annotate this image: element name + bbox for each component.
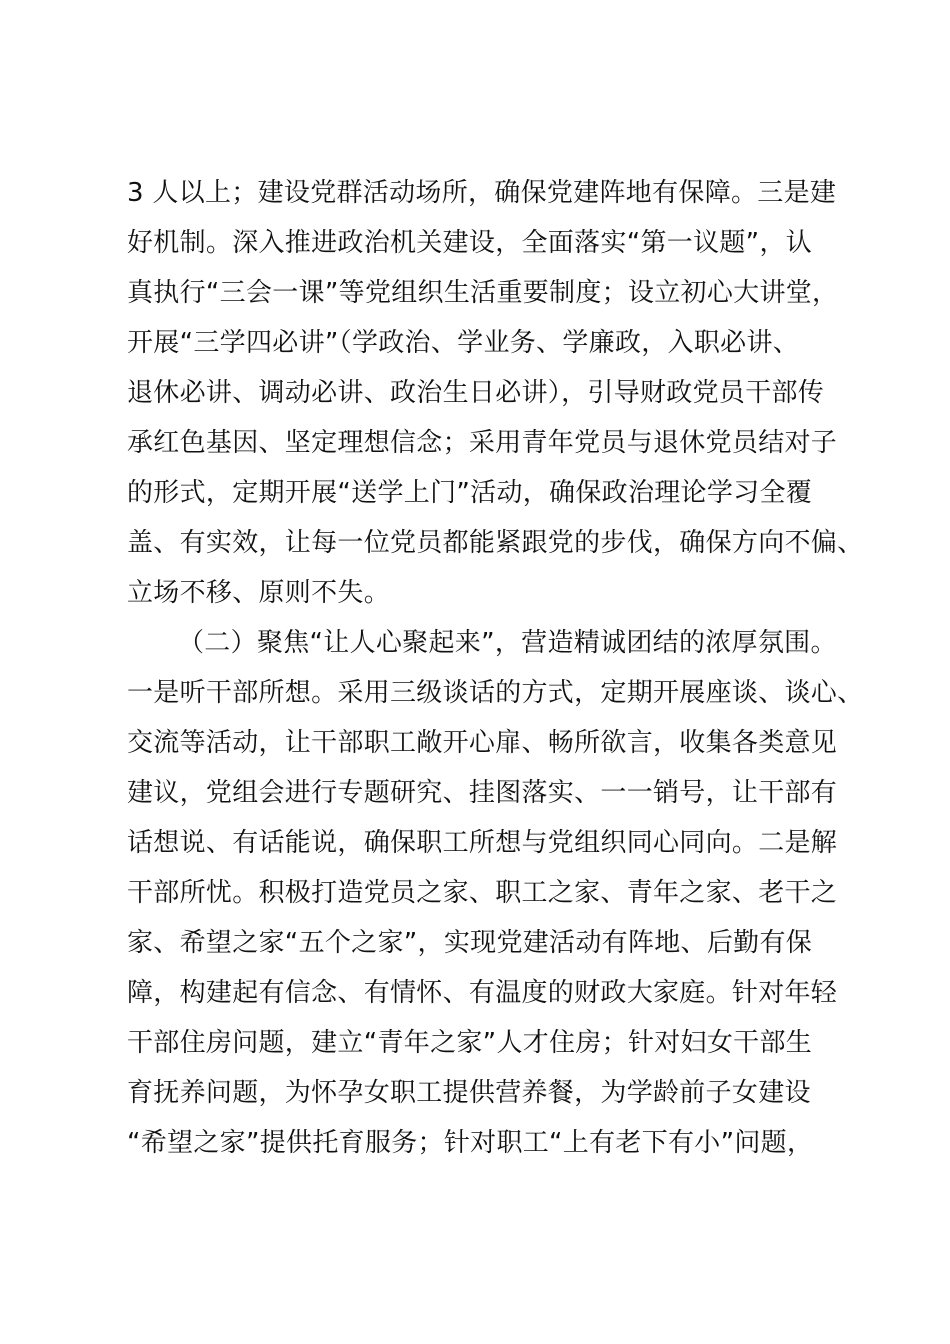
text-line: 承红色基因、坚定理想信念；采用青年党员与退休党员结对子 <box>127 428 838 458</box>
text-line: “希望之家”提供托育服务；针对职工“上有老下有小”问题， <box>127 1128 814 1158</box>
text-line: 立场不移、原则不失。 <box>127 578 391 608</box>
text-line: 家、希望之家“五个之家”，实现党建活动有阵地、后勤有保 <box>127 928 813 958</box>
text-line: 交流等活动，让干部职工敞开心扉、畅所欲言，收集各类意见 <box>127 728 838 758</box>
text-line: 盖、有实效，让每一位党员都能紧跟党的步伐，确保方向不偏、 <box>127 528 864 558</box>
text-line: 开展“三学四必讲”（学政治、学业务、学廉政，入职必讲、 <box>127 328 800 358</box>
text-line: 话想说、有话能说，确保职工所想与党组织同心同向。二是解 <box>127 828 838 858</box>
text-line: 育抚养问题，为怀孕女职工提供营养餐，为学龄前子女建设 <box>127 1078 811 1108</box>
text-line: 干部所忧。积极打造党员之家、职工之家、青年之家、老干之 <box>127 878 838 908</box>
text-line: 建议，党组会进行专题研究、挂图落实、一一销号，让干部有 <box>127 778 838 808</box>
text-line: 干部住房问题，建立“青年之家”人才住房；针对妇女干部生 <box>127 1028 813 1058</box>
section-heading: （二）聚焦“让人心聚起来”，营造精诚团结的浓厚氛围。 <box>178 628 837 658</box>
text-line: 一是听干部所想。采用三级谈话的方式，定期开展座谈、谈心、 <box>127 678 864 708</box>
text-line: 的形式，定期开展“送学上门”活动，确保政治理论学习全覆 <box>127 478 813 508</box>
text-line: 好机制。深入推进政治机关建设，全面落实“第一议题”，认 <box>127 228 813 258</box>
text-line: 障，构建起有信念、有情怀、有温度的财政大家庭。针对年轻 <box>127 978 838 1008</box>
text-line: 真执行“三会一课”等党组织生活重要制度；设立初心大讲堂， <box>127 278 839 308</box>
text-line: 3 人以上；建设党群活动场所，确保党建阵地有保障。三是建 <box>127 178 837 208</box>
text-line: 退休必讲、调动必讲、政治生日必讲），引导财政党员干部传 <box>127 378 825 408</box>
